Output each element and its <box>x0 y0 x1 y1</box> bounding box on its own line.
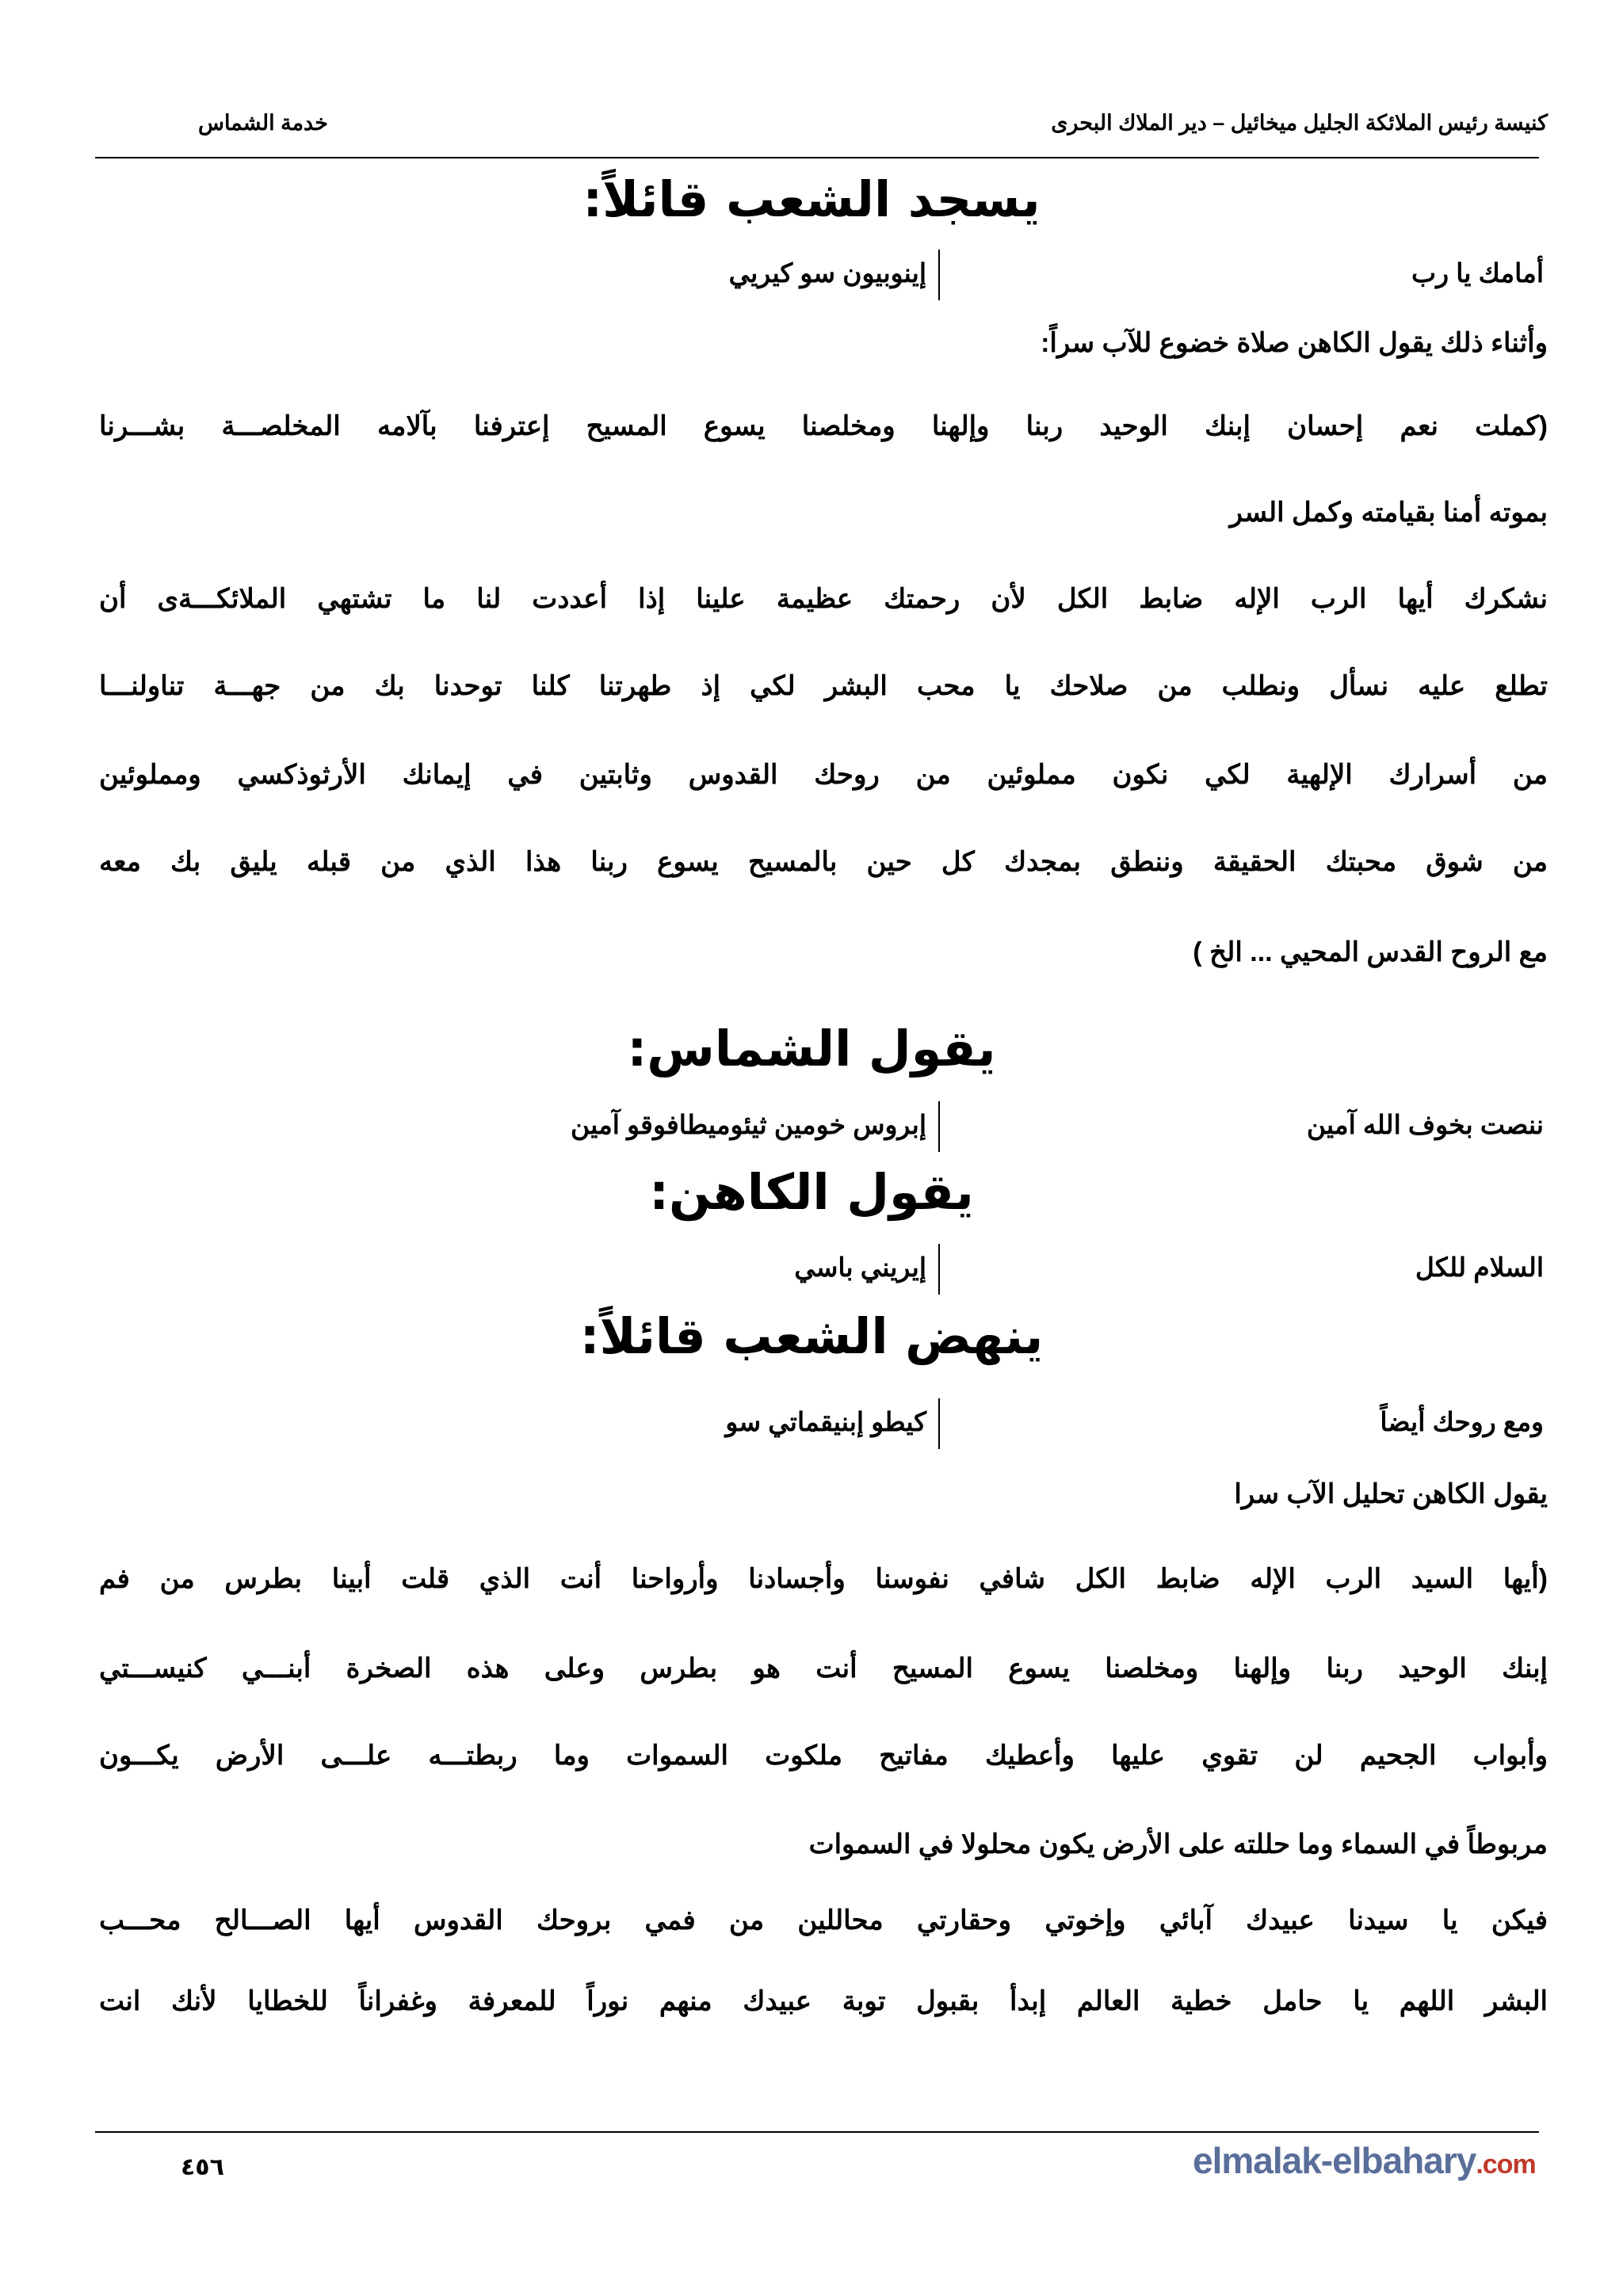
response-divider <box>938 1101 940 1152</box>
response-coptic: إبروس خومين ثيئوميطافوقو آمين <box>571 1110 926 1139</box>
text-line: من أسرارك الإلهية لكي نكون مملوئين من روحك القدوس وثابتين في إيمانك الأرثوذكسي ومملوئين <box>99 760 1549 790</box>
text-line: (أيها السيد الرب الإله ضابط الكل شافي نفوسنا وأجسادنا وأرواحنا أنت الذي قلت أبينا بطرس من فم <box>99 1564 1548 1594</box>
website-name: elmalak-elbahary <box>1193 2140 1476 2181</box>
text-line: فيكن يا سيدنا عبيدك آبائي وإخوتي وحقارتي محاللين من فمي بروحك القدوس أيها الصـــالح محـــب <box>99 1905 1548 1936</box>
footer-rule <box>95 2131 1539 2133</box>
text-line: (كملت نعم إحسان إبنك الوحيد ربنا وإلهنا ومخلصنا يسوع المسيح إعترفنا بآلامه المخلصـــة بشـــرنا <box>99 411 1548 441</box>
text-line: وأثناء ذلك يقول الكاهن صلاة خضوع للآب سراً: <box>1041 328 1548 358</box>
response-coptic: إينوبيون سو كيريي <box>728 258 926 288</box>
header-church-title: كنيسة رئيس الملائكة الجليل ميخائيل – دير الملاك البحرى <box>1051 111 1548 135</box>
header-rule <box>95 157 1539 158</box>
text-line: مربوطاً في السماء وما حللته على الأرض يكون محلولا في السموات <box>808 1829 1548 1859</box>
page-number: ٤٥٦ <box>181 2153 224 2181</box>
response-coptic: كيطو إبنيقماتي سو <box>725 1407 926 1436</box>
text-line: نشكرك أيها الرب الإله ضابط الكل لأن رحمتك عظيمة علينا إذا أعددت لنا ما تشتهي الملائكـــةى أن <box>99 584 1548 614</box>
response-arabic: السلام للكل <box>1415 1253 1544 1282</box>
website-logo <box>1193 2139 1536 2182</box>
text-line: من شوق محبتك الحقيقة وننطق بمجدك كل حين بالمسيح يسوع ربنا هذا الذي من قبله يليق بك معه <box>99 847 1548 877</box>
response-arabic: ننصت بخوف الله آمين <box>1306 1110 1544 1139</box>
response-divider <box>938 250 940 300</box>
text-line: يقول الكاهن تحليل الآب سرا <box>1234 1479 1548 1509</box>
text-line: بموته أمنا بقيامته وكمل السر <box>1229 498 1548 528</box>
section-heading-4: ينهض الشعب قائلاً: <box>579 1307 1044 1365</box>
text-line: إبنك الوحيد ربنا وإلهنا ومخلصنا يسوع المسيح أنت هو بطرس وعلى هذه الصخرة أبنـــي كنيســـتي <box>99 1653 1548 1684</box>
text-line: وأبواب الجحيم لن تقوي عليها وأعطيك مفاتيح ملكوت السموات وما ربطتـــه علـــى الأرض يكـــون <box>99 1741 1548 1771</box>
header-service-title: خدمة الشماس <box>198 111 328 135</box>
response-arabic: ومع روحك أيضاً <box>1380 1407 1544 1436</box>
text-line: البشر اللهم يا حامل خطية العالم إبدأ بقبول توبة عبيدك منهم نوراً للمعرفة وغفراناً للخطايا لأنك انت <box>99 1986 1548 2016</box>
response-arabic: أمامك يا رب <box>1411 258 1544 288</box>
response-divider <box>938 1244 940 1295</box>
text-line: تطلع عليه نسأل ونطلب من صلاحك يا محب البشر لكي إذ طهرتنا كلنا توحدنا بك من جهـــة تناولنـــا <box>99 671 1548 701</box>
response-coptic: إيريني باسي <box>794 1253 926 1282</box>
website-tld: .com <box>1476 2149 1536 2180</box>
section-heading-1: يسجد الشعب قائلاً: <box>582 170 1041 228</box>
section-heading-3: يقول الكاهن: <box>649 1163 974 1221</box>
section-heading-2: يقول الشماس: <box>627 1020 996 1077</box>
text-line: مع الروح القدس المحيي ... الخ ) <box>1193 937 1548 967</box>
response-divider <box>938 1398 940 1449</box>
